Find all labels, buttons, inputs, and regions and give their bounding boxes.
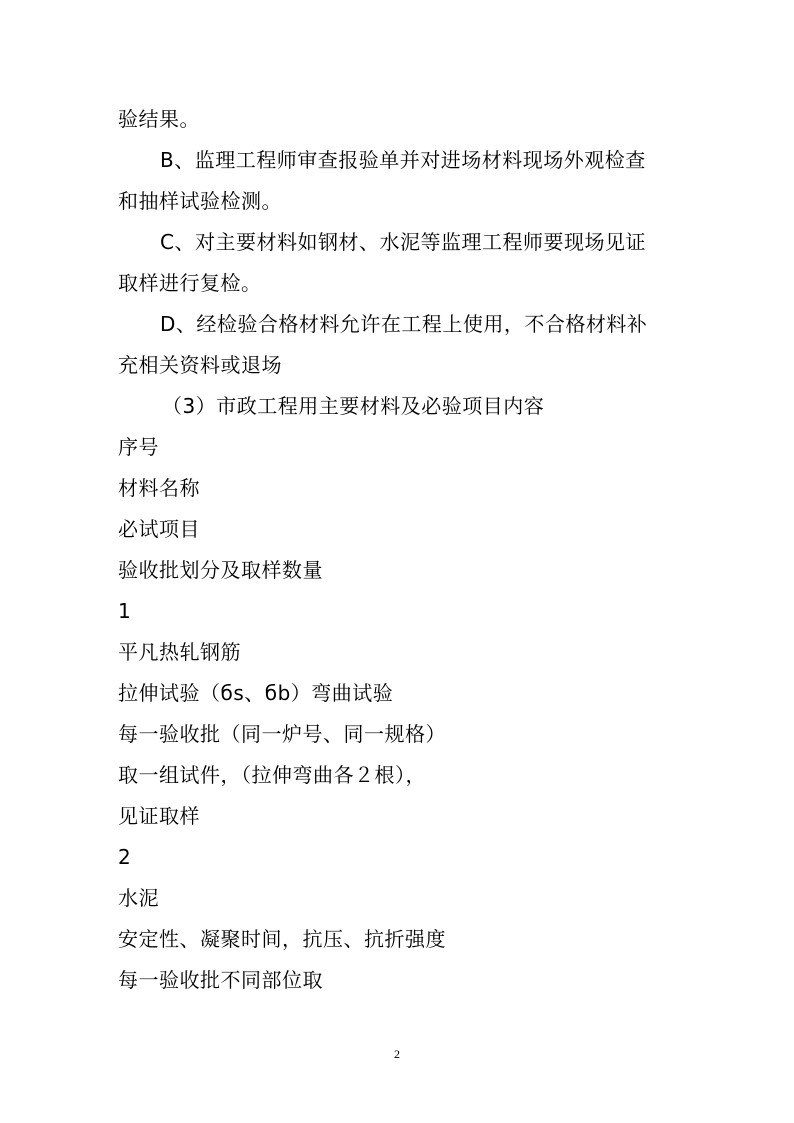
- paragraph-line: C、对主要材料如钢材、水泥等监理工程师要现场见证: [160, 230, 646, 254]
- table-cell-text: 水泥: [118, 886, 159, 910]
- table-cell-text: 每一验收批不同部位取: [118, 968, 323, 992]
- table-cell-text: 每一验收批（同一炉号、同一规格）: [118, 722, 446, 746]
- table-cell-text: 验收批划分及取样数量: [118, 558, 323, 582]
- table-cell-text: 安定性、凝聚时间，抗压、抗折强度: [118, 927, 446, 951]
- table-cell-text: 序号: [118, 435, 159, 459]
- table-cell-text: 必试项目: [118, 517, 200, 541]
- table-cell-text: 取一组试件，（拉伸弯曲各２根），: [118, 763, 426, 787]
- section-heading: （3）市政工程用主要材料及必验项目内容: [162, 394, 545, 418]
- paragraph-line: B、监理工程师审查报验单并对进场材料现场外观检查: [160, 148, 646, 172]
- paragraph-line: 和抽样试验检测。: [118, 189, 282, 213]
- paragraph-line: D、经检验合格材料允许在工程上使用，不合格材料补: [160, 312, 648, 336]
- paragraph-line: 验结果。: [118, 107, 200, 131]
- page-number: 2: [394, 1047, 400, 1061]
- table-cell-text: 拉伸试验（бs、бb）弯曲试验: [118, 681, 394, 705]
- table-cell-text: 材料名称: [118, 476, 200, 500]
- paragraph-line: 充相关资料或退场: [118, 353, 282, 377]
- table-cell-text: 平凡热轧钢筋: [118, 640, 241, 664]
- paragraph-line: 取样进行复检。: [118, 271, 262, 295]
- table-cell-text: 见证取样: [118, 804, 200, 828]
- table-cell-text: 1: [118, 599, 132, 623]
- table-cell-text: 2: [118, 845, 132, 869]
